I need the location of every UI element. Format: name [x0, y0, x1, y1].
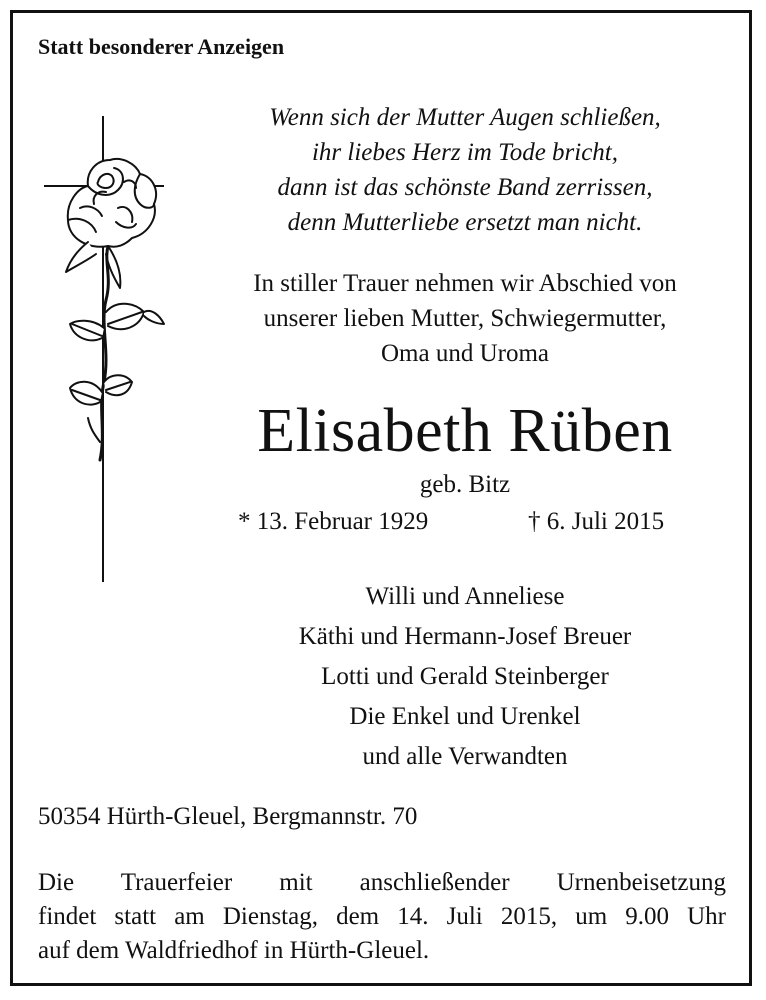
ceremony-line: findet statt am Dienstag, dem 14. Juli 2015, um 9.00 Uhr	[38, 903, 726, 930]
maiden-name: geb. Bitz	[419, 471, 511, 498]
mourner-line: Lotti und Gerald Steinberger	[321, 663, 609, 690]
mourner-line: Käthi und Hermann-Josef Breuer	[298, 623, 632, 650]
intro-line: unserer lieben Mutter, Schwiegermutter,	[263, 305, 667, 332]
intro-line: In stiller Trauer nehmen wir Abschied von	[253, 270, 677, 297]
mourners-list	[200, 577, 730, 777]
birth-date: * 13. Februar 1929	[238, 508, 429, 535]
mourner-line: Die Enkel und Urenkel	[349, 703, 581, 730]
ceremony-line: auf dem Waldfriedhof in Hürth-Gleuel.	[38, 937, 430, 964]
notice-header: Statt besonderer Anzeigen	[38, 34, 285, 59]
rose-icon	[66, 159, 164, 460]
poem-line: Wenn sich der Mutter Augen schließen,	[269, 104, 661, 131]
mourner-line: und alle Verwandten	[362, 743, 568, 770]
ceremony-details	[38, 866, 726, 968]
intro-text	[200, 266, 730, 371]
family-address: 50354 Hürth-Gleuel, Bergmannstr. 70	[38, 803, 418, 830]
mourner-line: Willi und Anneliese	[365, 583, 565, 610]
poem-line: ihr liebes Herz im Tode bricht,	[311, 139, 619, 166]
ceremony-line: Die Trauerfeier mit anschließender Urnenbeisetzung	[38, 869, 726, 896]
memorial-poem	[200, 100, 730, 240]
poem-line: denn Mutterliebe ersetzt man nicht.	[287, 209, 643, 236]
intro-line: Oma und Uroma	[380, 340, 550, 367]
death-date: † 6. Juli 2015	[528, 508, 665, 535]
deceased-name: Elisabeth Rüben	[257, 397, 673, 465]
cross-rose-illustration	[36, 112, 172, 586]
poem-line: dann ist das schönste Band zerrissen,	[277, 174, 653, 201]
